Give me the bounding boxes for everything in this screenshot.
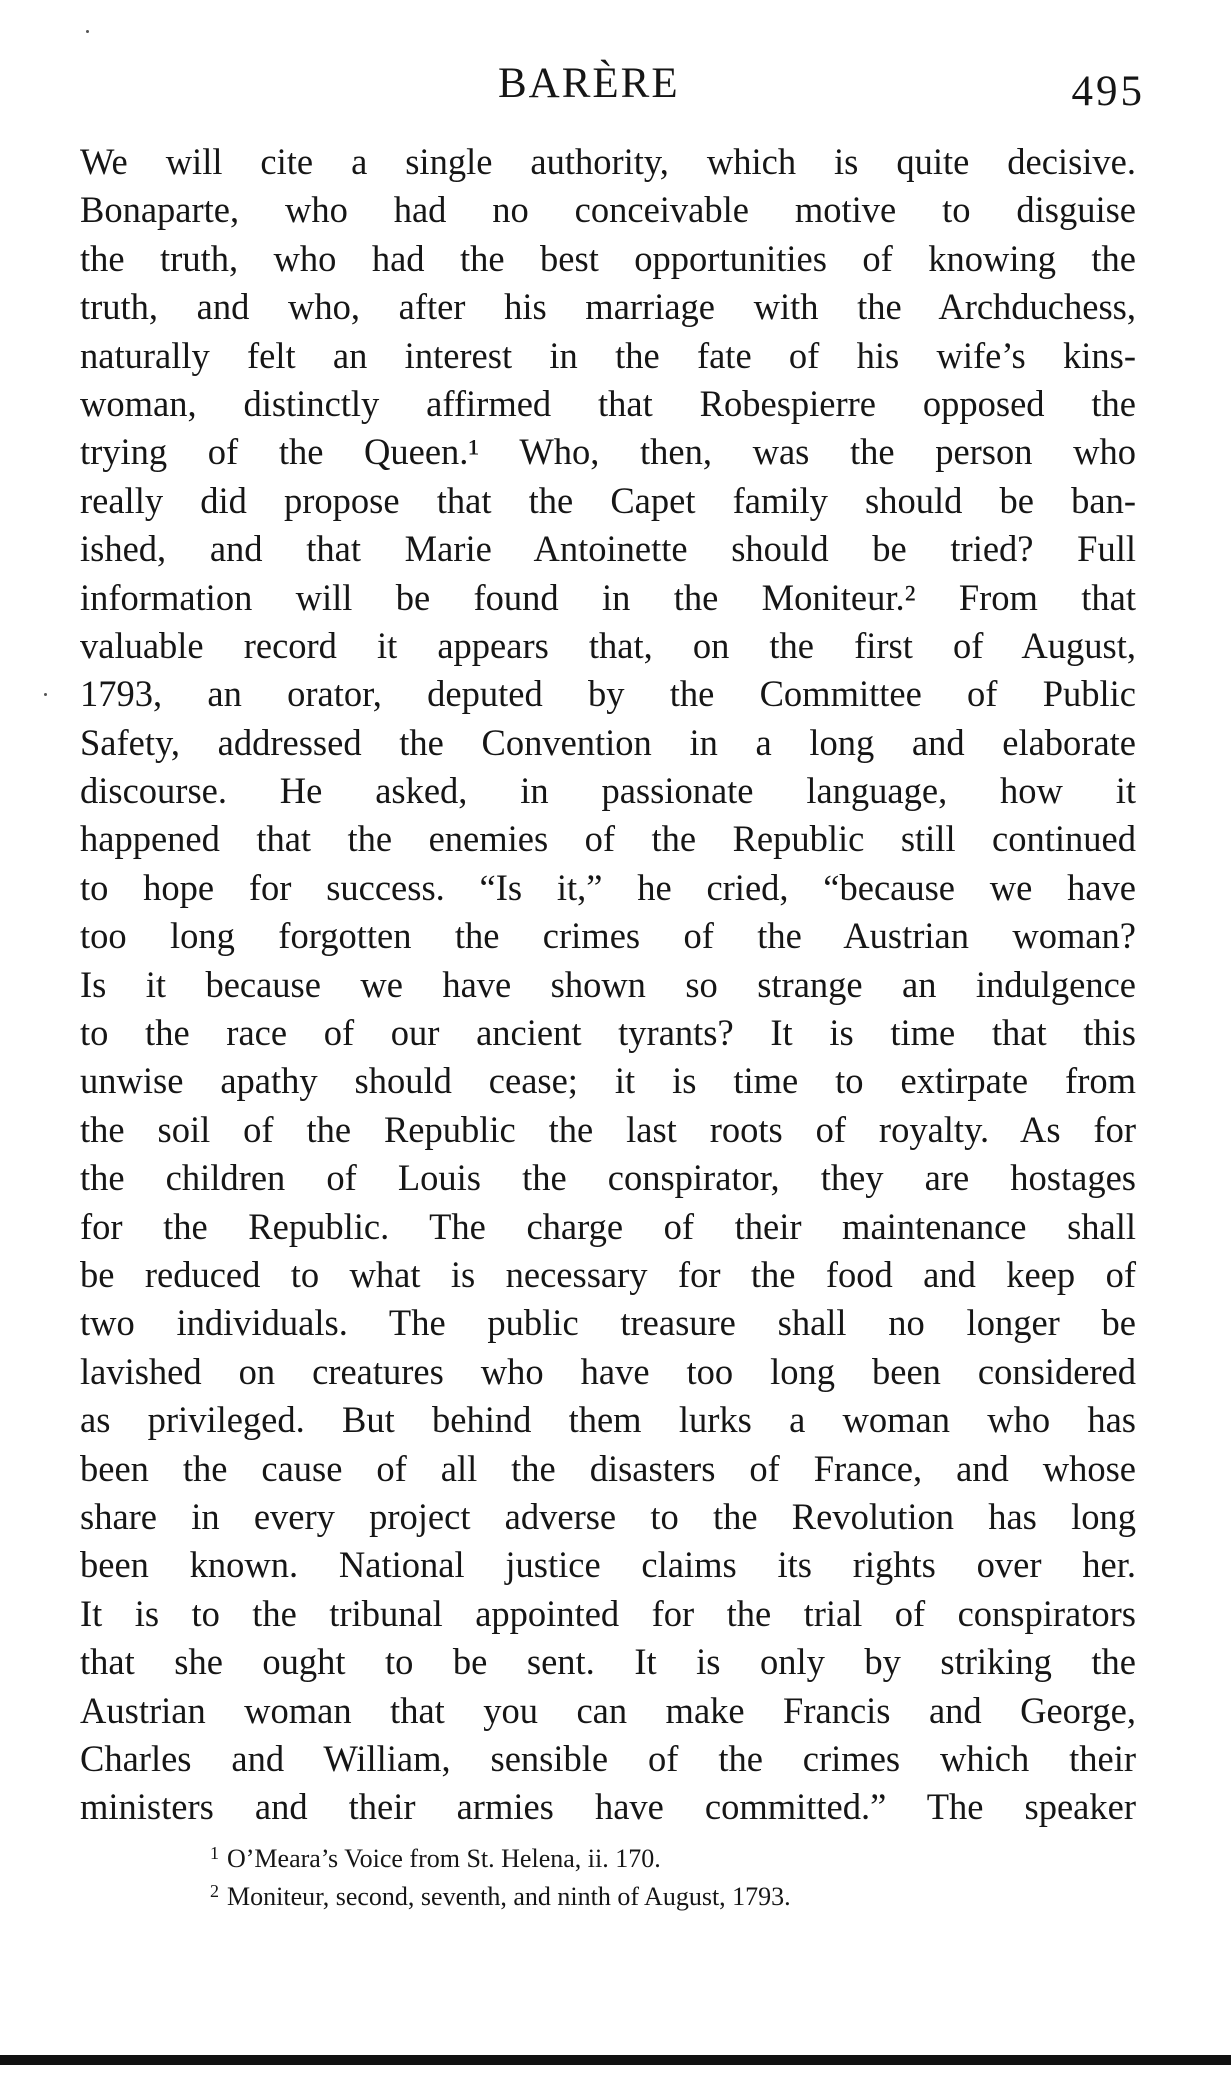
text-line: valuable record it appears that, on the first of August, [80,624,1136,666]
text-line: It is to the tribunal appointed for the trial of conspirators [80,1592,1136,1634]
text-line: discourse. He asked, in passionate language, how it [80,770,1136,812]
text-line: share in every project adverse to the Revolution has long [80,1495,1136,1537]
text-line: Bonaparte, who had no conceivable motive to disguise [80,189,1136,231]
text-line: to the race of our ancient tyrants? It is time that this [80,1012,1136,1054]
text-line: Charles and William, sensible of the crimes which their [80,1737,1136,1779]
text-line: too long forgotten the crimes of the Austrian woman? [80,915,1136,957]
text-line: that she ought to be sent. It is only by striking the [80,1641,1136,1683]
text-line: 1793, an orator, deputed by the Committee of Public [80,673,1136,715]
text-line: naturally felt an interest in the fate of his wife’s kins- [80,334,1136,376]
text-line: ministers and their armies have committed.” The speaker [80,1786,1136,1828]
text-line: lavished on creatures who have too long been considered [80,1350,1136,1392]
text-line: happened that the enemies of the Republic still continued [80,818,1136,860]
text-line: the truth, who had the best opportunities of knowing the [80,237,1136,279]
text-line: ished, and that Marie Antoinette should be tried? Full [80,528,1136,570]
footnote-text: O’Meara’s Voice from St. Helena, ii. 170. [227,1844,661,1873]
footnote [210,1836,661,1876]
text-line: trying of the Queen.¹ Who, then, was the person who [80,431,1136,473]
scan-speck [86,30,89,33]
footnote-marker: 1 [210,1843,219,1863]
text-line: unwise apathy should cease; it is time to extirpate from [80,1060,1136,1102]
scan-speck [44,693,47,696]
text-line: truth, and who, after his marriage with the Archduchess, [80,286,1136,328]
page-title: BARÈRE [498,60,680,107]
body-text [80,138,1136,1832]
text-line: as privileged. But behind them lurks a woman who has [80,1399,1136,1441]
text-line: Safety, addressed the Convention in a long and elaborate [80,721,1136,763]
text-line: the soil of the Republic the last roots of royalty. As for [80,1108,1136,1150]
text-line: Is it because we have shown so strange an indulgence [80,963,1136,1005]
page-number: 495 [1071,68,1145,115]
text-line: Austrian woman that you can make Francis and George, [80,1689,1136,1731]
text-line: really did propose that the Capet family should be ban- [80,479,1136,521]
page-bottom-rule [0,2055,1231,2065]
text-line: woman, distinctly affirmed that Robespierre opposed the [80,382,1136,424]
footnote-text: Moniteur, second, seventh, and ninth of August, 1793. [227,1882,791,1911]
running-head [0,54,1231,114]
text-line: been the cause of all the disasters of France, and whose [80,1447,1136,1489]
footnote-marker: 2 [210,1881,219,1901]
text-line: for the Republic. The charge of their maintenance shall [80,1205,1136,1247]
text-line: We will cite a single authority, which is quite decisive. [80,141,1136,182]
text-line: been known. National justice claims its rights over her. [80,1544,1136,1586]
text-line: two individuals. The public treasure shall no longer be [80,1302,1136,1344]
text-line: to hope for success. “Is it,” he cried, “because we have [80,866,1136,908]
text-line: information will be found in the Moniteur.² From that [80,576,1136,618]
footnote [210,1874,791,1914]
text-line: be reduced to what is necessary for the food and keep of [80,1253,1136,1295]
text-line: the children of Louis the conspirator, they are hostages [80,1157,1136,1199]
